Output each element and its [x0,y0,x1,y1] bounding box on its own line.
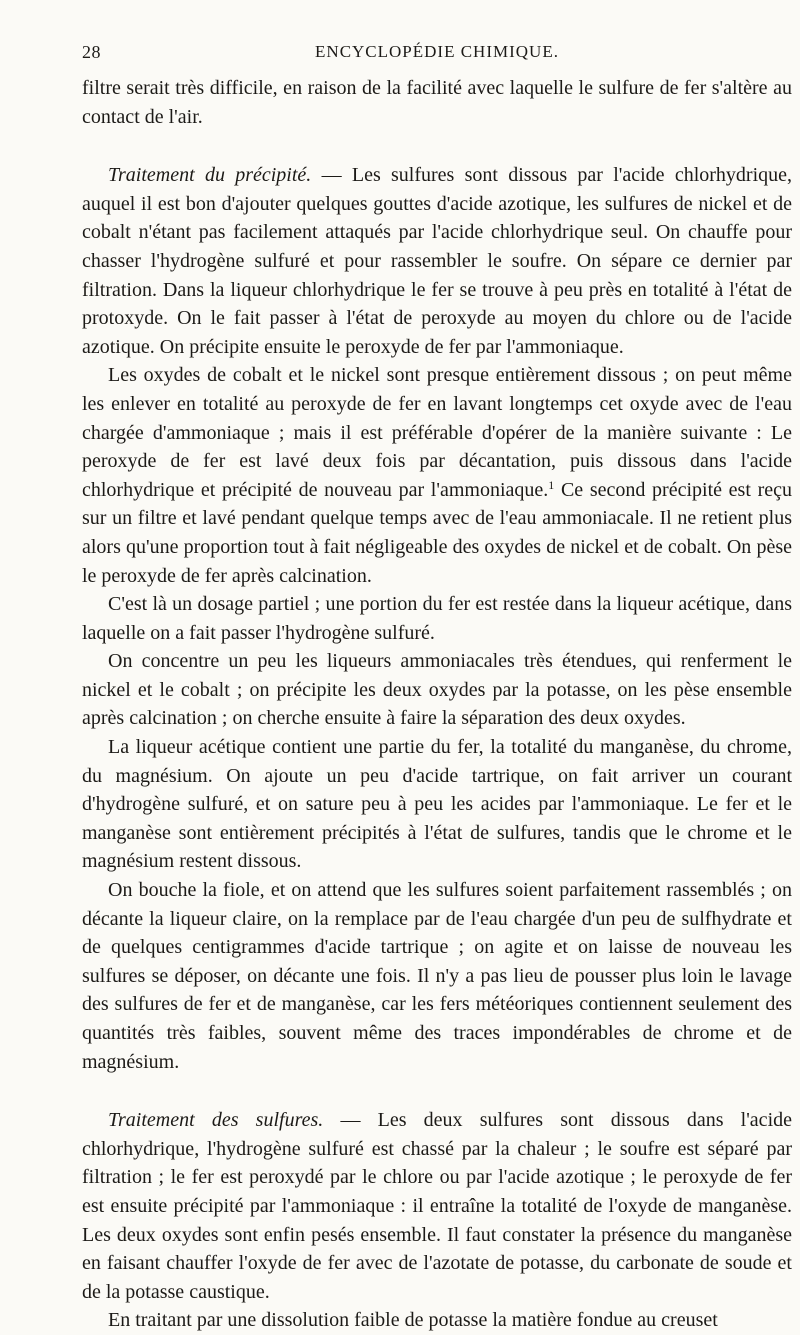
section-heading: Traitement des sulfures. [108,1109,324,1132]
body-text [82,74,792,1335]
paragraph-text: Les oxydes de cobalt et le nickel sont presque entièrement dissous ; on peut même les enlever en totalité au peroxyde de fer en lavant longtemps cet oxyde avec de l'eau chargée d'ammoniaque ; mais il est préférable d'opérer de la manière suivante : Le peroxyde de fer est lavé deux fois par décantation, puis dissous dans l'acide chlorhydrique et précipité de nouveau par l'ammoniaque. [82,364,792,501]
paragraph-text: — Les sulfures sont dissous par l'acide chlorhydrique, auquel il est bon d'ajouter quelques gouttes d'acide azotique, les sulfures de nickel et de cobalt n'étant pas facilement attaqués par l'acide chlorhydrique seul. On chauffe pour chasser l'hydrogène sulfuré et pour rassembler le soufre. On sépare ce dernier par filtration. Dans la liqueur chlorhydrique le fer se trouve à peu près en totalité à l'état de protoxyde. On le fait passer à l'état de peroxyde au moyen du chlore ou de l'acide azotique. On précipite ensuite le peroxyde de fer par l'ammoniaque. [82,164,793,358]
paragraph-text: On concentre un peu les liqueurs ammoniacales très étendues, qui renferment le nickel et le cobalt ; on précipite les deux oxydes par la potasse, on les pèse ensemble après calcination ; on cherche ensuite à faire la séparation des deux oxydes. [82,650,792,730]
paragraph-continuation [82,74,792,131]
paragraph [82,647,792,733]
paragraph-text: filtre serait très difficile, en raison de la facilité avec laquelle le sulfure de fer s'altère au contact de l'air. [82,77,792,128]
paragraph [82,733,792,876]
paragraph-text: On bouche la fiole, et on attend que les sulfures soient parfaitement rassemblés ; on décante la liqueur claire, on la remplace par de l'eau chargée d'un peu de sulfhydrate et de quelques centigrammes d'acide tartrique ; on agite et on laisse de nouveau les sulfures se déposer, on décante une fois. Il n'y a pas lieu de pousser plus loin le lavage des sulfures de fer et de manganèse, car les fers météoriques contiennent seulement des quantités très faibles, souvent même des traces impondérables de chrome et de magnésium. [82,879,792,1073]
paragraph-text: Ce second précipité est reçu sur un filtre et lavé pendant quelque temps avec de l'eau ammoniacale. Il ne retient plus alors qu'une proportion tout à fait négligeable des oxydes de nickel et de cobalt. On pèse le peroxyde de fer après calcination. [82,478,792,587]
running-head [82,42,792,68]
paragraph [82,876,792,1076]
paragraph-traitement-precipite [82,161,792,361]
running-title: ENCYCLOPÉDIE CHIMIQUE. [315,42,559,61]
footnote-mark: 1 [548,477,555,492]
paragraph [82,1306,792,1335]
paragraph [82,590,792,647]
paragraph-traitement-sulfures [82,1106,792,1306]
section-heading: Traitement du précipité. [108,164,312,187]
paragraph-text: C'est là un dosage partiel ; une portion du fer est restée dans la liqueur acétique, dans laquelle on a fait passer l'hydrogène sulfuré. [82,593,792,644]
paragraph-text: — Les deux sulfures sont dissous dans l'acide chlorhydrique, l'hydrogène sulfuré est chassé par la chaleur ; le soufre est séparé par filtration ; le fer est peroxydé par le chlore ou par l'acide azotique ; le peroxyde de fer est ensuite précipité par l'ammoniaque : il entraîne la totalité de l'oxyde de manganèse. Les deux oxydes sont enfin pesés ensemble. Il faut constater la présence du manganèse en faisant chauffer l'oxyde de fer avec de l'azotate de potasse, du carbonate de soude et de la potasse caustique. [82,1109,792,1303]
page-number: 28 [82,42,101,62]
paragraph-text: La liqueur acétique contient une partie du fer, la totalité du manganèse, du chrome, du magnésium. On ajoute un peu d'acide tartrique, on fait arriver un courant d'hydrogène sulfuré, et on sature peu à peu les acides par l'ammoniaque. Le fer et le manganèse sont entièrement précipités à l'état de sulfures, tandis que le chrome et le magnésium restent dissous. [82,736,792,873]
paragraph-text: En traitant par une dissolution faible de potasse la matière fondue au creuset [108,1309,718,1332]
paragraph [82,361,792,590]
